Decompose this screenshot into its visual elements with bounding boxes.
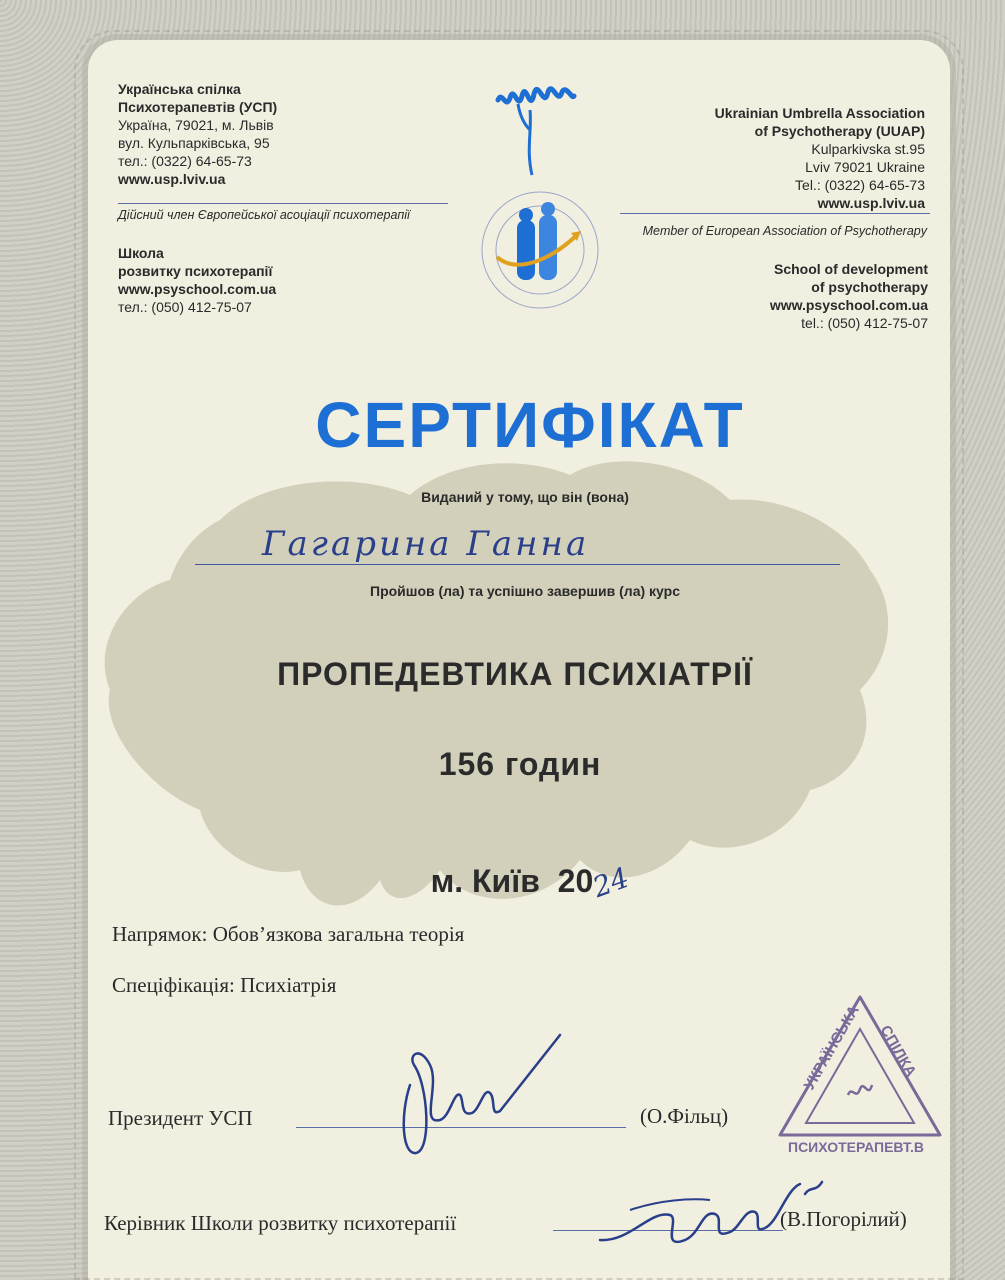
right-org-line2: of Psychotherapy (UUAP) [754, 123, 925, 139]
right-member: Member of European Association of Psychotherapy [642, 224, 927, 238]
course-hours: 156 годин [438, 746, 602, 782]
right-web: www.usp.lviv.ua [817, 195, 925, 211]
left-web: www.usp.lviv.ua [118, 171, 226, 187]
recipient-line [195, 564, 840, 565]
direction-value: Обов’язкова загальна теорія [212, 922, 465, 946]
direction-label: Напрямок: [112, 922, 208, 946]
city-year-text: м. Київ 20 [430, 863, 594, 899]
direction-row [112, 922, 712, 947]
right-header-divider [620, 213, 930, 214]
city-year [395, 826, 655, 937]
president-name: (О.Фільц) [640, 1104, 729, 1128]
left-org-line1: Українська спілка [118, 81, 241, 97]
left-address1: Україна, 79021, м. Львів [118, 117, 274, 133]
president-signature [380, 1025, 580, 1165]
stamp-text-right: СПІЛКА [876, 1022, 920, 1080]
left-header-divider [118, 203, 448, 204]
left-phone: тел.: (0322) 64-65-73 [118, 153, 252, 169]
right-address2: Lviv 79021 Ukraine [805, 159, 925, 175]
right-org-line1: Ukrainian Umbrella Association [714, 105, 925, 121]
head-label: Керівник Школи розвитку психотерапії [104, 1211, 457, 1235]
left-header [118, 80, 418, 188]
left-member: Дійсний член Європейської асоціації психотерапії [118, 208, 410, 222]
right-phone: Tel.: (0322) 64-65-73 [795, 177, 925, 193]
left-school2: розвитку психотерапії [118, 263, 273, 279]
right-address1: Kulparkivska st.95 [811, 141, 925, 157]
completed-label: Пройшов (ла) та успішно завершив (ла) курс [370, 583, 680, 599]
recipient-name: Гагарина Ганна [262, 524, 590, 564]
left-school-phone: тел.: (050) 412-75-07 [118, 299, 252, 315]
president-label: Президент УСП [108, 1106, 253, 1130]
year-handwritten: 24 [588, 860, 634, 905]
usp-logo-icon [488, 70, 580, 180]
head-signature [590, 1170, 830, 1270]
issued-to-label: Виданий у тому, що він (вона) [421, 489, 629, 505]
stamp-logo-icon [848, 1085, 872, 1095]
stamp-text-bottom: ПСИХОТЕРАПЕВТ.В [788, 1139, 924, 1155]
right-header [615, 104, 925, 212]
specification-value: Психіатрія [240, 973, 337, 997]
certificate-title: СЕРТИФІКАТ [315, 389, 745, 461]
specification-row [112, 973, 712, 998]
left-address2: вул. Кульпарківська, 95 [118, 135, 270, 151]
right-school1: School of development [773, 261, 928, 277]
left-org-line2: Психотерапевтів (УСП) [118, 99, 278, 115]
organization-stamp [770, 985, 950, 1160]
left-school1: Школа [118, 245, 164, 261]
head-name: (В.Погорілий) [780, 1207, 907, 1231]
right-school-phone: tel.: (050) 412-75-07 [801, 315, 928, 331]
left-school [118, 244, 418, 316]
right-school [640, 260, 928, 332]
right-school2: of psychotherapy [811, 279, 928, 295]
specification-label: Спеціфікація: [112, 973, 235, 997]
stamp-text-left: УКРАЇНСЬКА [800, 1002, 863, 1093]
school-logo-icon [475, 185, 605, 315]
course-title: ПРОПЕДЕВТИКА ПСИХІАТРІЇ [277, 656, 753, 692]
left-school-web: www.psyschool.com.ua [118, 281, 277, 297]
right-school-web: www.psyschool.com.ua [769, 297, 928, 313]
